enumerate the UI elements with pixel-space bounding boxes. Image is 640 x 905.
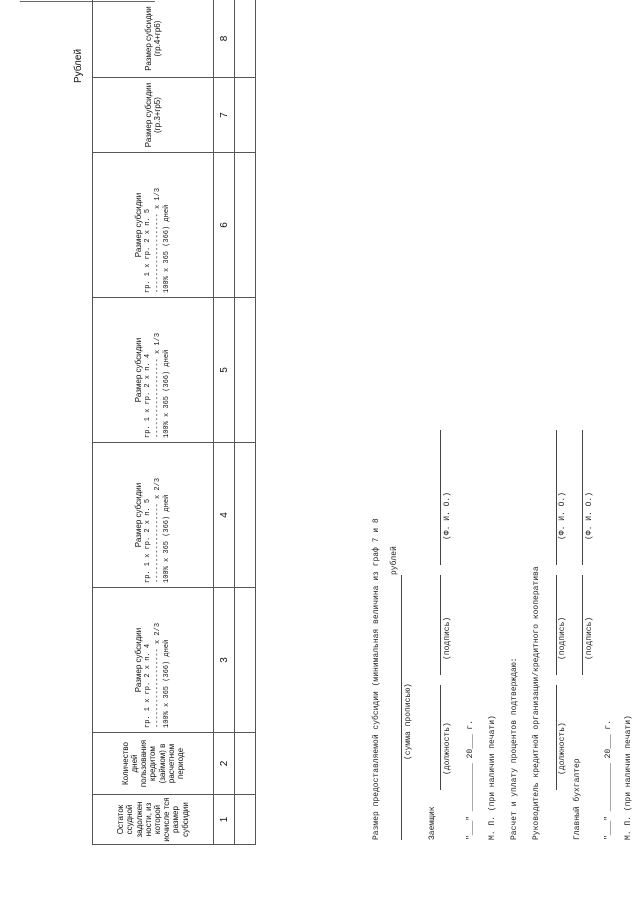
- blank-cell: [235, 733, 256, 795]
- amount-words-caption: (сумма прописью): [404, 683, 413, 760]
- header-col5: [93, 298, 214, 443]
- caption-fio-3: (Ф. И. О.): [585, 491, 594, 540]
- subsidy-table: [92, 0, 256, 845]
- confirm-line: Расчет и уплату процентов подтверждаю:: [510, 657, 519, 840]
- accountant-fio-line: [582, 430, 583, 565]
- date-line-2: "___" __________ 20___ г.: [604, 719, 613, 840]
- borrower-fio-line: [440, 430, 441, 565]
- amount-underline: [401, 575, 402, 840]
- accountant-signature-line: [582, 575, 583, 675]
- date-line: "___" __________ 20___ г.: [466, 719, 475, 840]
- header-col6-title: Размер субсидии: [134, 192, 144, 258]
- blank-cell: [235, 588, 256, 733]
- caption-fio: (Ф. И. О.): [443, 491, 452, 540]
- header-col1: Остаток ссудной задолжен ности, из которой исчисле тся размер субсидии: [93, 795, 214, 845]
- formula-col6-num: гр. 1 х гр. 2 х п. 5: [144, 208, 153, 293]
- header-col4: [93, 443, 214, 588]
- subsidy-size-line: Размер предоставляемой субсидии (минимальная величина из граф 7 и 8: [372, 518, 381, 840]
- head-position-line: [556, 685, 557, 790]
- formula-col4-dash: ------------------- х 2/3: [153, 477, 162, 583]
- blank-cell: [235, 443, 256, 588]
- formula-col6-dash: ------------------- х 1/3: [153, 187, 162, 293]
- blank-data-row: [235, 0, 256, 845]
- formula-col4-den: 100% х 365 (366) дней: [162, 494, 171, 583]
- blank-cell: [235, 795, 256, 845]
- formula-col5-den: 100% х 365 (366) дней: [162, 349, 171, 438]
- borrower-label: Заемщик: [428, 806, 437, 840]
- borrower-signature-line: [440, 575, 441, 675]
- caption-position: (должность): [443, 722, 452, 775]
- formula-col3-num: гр. 1 х гр. 2 х п. 4: [144, 643, 153, 728]
- colnum-2: 2: [214, 733, 235, 795]
- blank-cell: [235, 0, 256, 78]
- head-fio-line: [556, 430, 557, 565]
- caption-fio-2: (Ф. И. О.): [558, 491, 567, 540]
- caption-signature-2: (подпись): [558, 616, 567, 660]
- header-col7: Размер субсидии (гр.3+гр5): [93, 78, 214, 153]
- header-col5-title: Размер субсидии: [134, 337, 144, 403]
- colnum-7: 7: [214, 78, 235, 153]
- head-signature-line: [556, 575, 557, 675]
- blank-cell: [235, 298, 256, 443]
- stamp-note-2: М. П. (при наличии печати): [624, 715, 633, 840]
- formula-col3-den: 100% х 365 (366) дней: [162, 639, 171, 728]
- caption-position-2: (должность): [558, 722, 567, 775]
- header-row: [93, 0, 214, 845]
- blank-cell: [235, 153, 256, 298]
- header-col6: [93, 153, 214, 298]
- formula-col4-num: гр. 1 х гр. 2 х п. 5: [144, 498, 153, 583]
- colnum-4: 4: [214, 443, 235, 588]
- colnum-8: 8: [214, 0, 235, 78]
- borrower-position-line: [440, 685, 441, 790]
- formula-col3-dash: ------------------- х 2/3: [153, 622, 162, 728]
- rubles-word: рублей: [390, 546, 399, 575]
- header-col8: Размер субсидии (гр.4+гр6): [93, 0, 214, 78]
- header-col4-title: Размер субсидии: [134, 482, 144, 548]
- colnum-1: 1: [214, 795, 235, 845]
- blank-cell: [235, 78, 256, 153]
- colnum-6: 6: [214, 153, 235, 298]
- formula-col6-den: 100% х 365 (366) дней: [162, 204, 171, 293]
- formula-col5-num: гр. 1 х гр. 2 х п. 4: [144, 353, 153, 438]
- stamp-note: М. П. (при наличии печати): [488, 715, 497, 840]
- header-col2: Количество дней пользования кредитом (займом) в расчетном периоде: [93, 733, 214, 795]
- head-line: Руководитель кредитной организации/кредитного кооператива: [532, 566, 541, 840]
- formula-col5-dash: ------------------- х 1/3: [153, 332, 162, 438]
- accountant-label: Главный бухгалтер: [573, 758, 582, 840]
- header-col3-title: Размер субсидии: [134, 627, 144, 693]
- units-label: Рублей: [73, 48, 84, 83]
- column-number-row: [214, 0, 235, 845]
- colnum-3: 3: [214, 588, 235, 733]
- caption-signature-3: (подпись): [585, 616, 594, 660]
- header-col3: [93, 588, 214, 733]
- caption-signature: (подпись): [443, 616, 452, 660]
- colnum-5: 5: [214, 298, 235, 443]
